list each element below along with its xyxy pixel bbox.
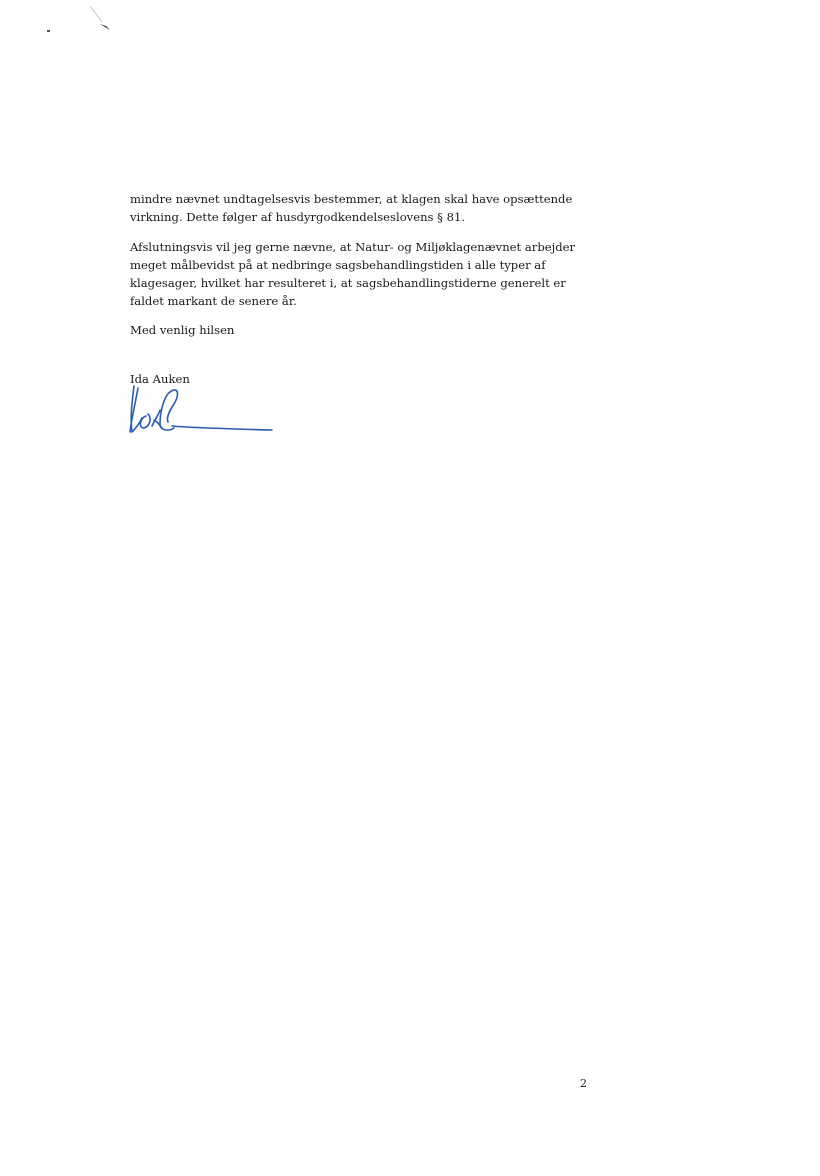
page-number: 2: [580, 1077, 587, 1090]
scan-speck: [47, 30, 50, 32]
closing-salutation: Med venlig hilsen: [130, 323, 235, 337]
body-paragraph-1: mindre nævnet undtagelsesvis bestemmer, at klagen skal have opsættende virkning. Dette følger af husdyrgodkendelseslovens § 81.: [130, 192, 573, 224]
signer-name: Ida Auken: [130, 372, 190, 386]
handwritten-signature: [124, 382, 276, 438]
body-paragraph-2: Afslutningsvis vil jeg gerne nævne, at Natur- og Miljøklagenævnet arbejder meget målbevidst på at nedbringe sagsbehandlingstiden i alle typer af klagesager, hvilket har resulteret i, at sagsbehandlingstiderne generelt er faldet markant de senere år.: [130, 240, 576, 308]
scan-artifact-icon: [88, 4, 122, 34]
